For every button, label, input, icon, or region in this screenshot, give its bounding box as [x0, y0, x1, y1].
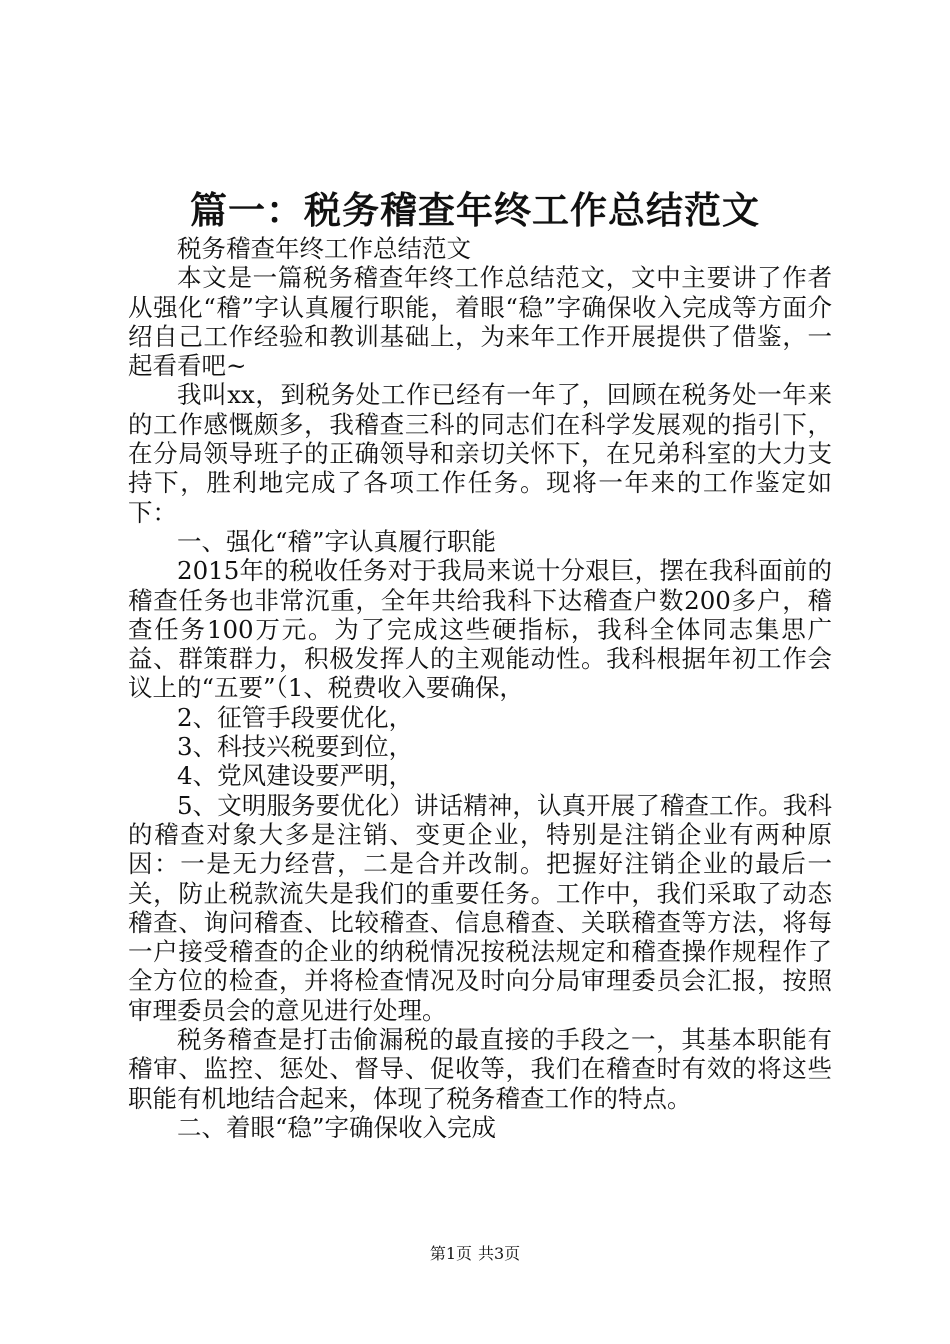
section-heading-2: 二、着眼“稳”字确保收入完成 — [177, 1112, 497, 1142]
paragraph-inspection-work: 5、文明服务要优化）讲话精神，认真开展了稽查工作。我科的稽查对象大多是注销、变更企业，特别是注销企业有两种原因：一是无力经营，二是合并改制。把握好注销企业的最后一关，防止税款流失是我们的重要任务。工作中，我们采取了动态稽查、询问稽查、比较稽查、信息稽查、关联稽查等方法，将每一户接受稽查的企业的纳税情况按税法规定和稽查操作规程作了全方位的检查，并将检查情况及时向分局审理委员会汇报，按照审理委员会的意见进行处理。 — [128, 790, 832, 1025]
document-title: 篇一：税务稽查年终工作总结范文 — [190, 188, 760, 232]
page-number: 第1页 — [429, 1244, 472, 1263]
list-item-2: 2、征管手段要优化， — [177, 702, 414, 732]
section-heading-1: 一、强化“稽”字认真履行职能 — [177, 526, 497, 556]
list-item-4: 4、党风建设要严明， — [177, 761, 414, 791]
document-body — [128, 234, 832, 1142]
page-total: 共3页 — [478, 1244, 521, 1263]
paragraph-tax-task: 2015年的税收任务对于我局来说十分艰巨，摆在我科面前的稽查任务也非常沉重，全年共给我科下达稽查户数200多户，稽查任务100万元。为了完成这些硬指标，我科全体同志集思广益、群策群力，积极发挥人的主观能动性。我科根据年初工作会议上的“五要”（1、税费收入要确保， — [128, 556, 832, 703]
paragraph-intro: 本文是一篇税务稽查年终工作总结范文，文中主要讲了作者从强化“稽”字认真履行职能，着眼“稳”字确保收入完成等方面介绍自己工作经验和教训基础上，为来年工作开展提供了借鉴，一起看看吧~ — [128, 263, 832, 381]
page-footer — [0, 1243, 950, 1265]
list-item-3: 3、科技兴税要到位， — [177, 732, 414, 762]
paragraph-inspection-functions: 税务稽查是打击偷漏税的最直接的手段之一，其基本职能有稽审、监控、惩处、督导、促收等，我们在稽查时有效的将这些职能有机地结合起来，体现了税务稽查工作的特点。 — [128, 1025, 832, 1113]
paragraph-subtitle: 税务稽查年终工作总结范文 — [177, 234, 471, 263]
paragraph-self-introduction: 我叫xx，到税务处工作已经有一年了，回顾在税务处一年来的工作感慨颇多，我稽查三科的同志们在科学发展观的指引下，在分局领导班子的正确领导和亲切关怀下，在兄弟科室的大力支持下，胜利地完成了各项工作任务。现将一年来的工作鉴定如下： — [128, 380, 832, 527]
